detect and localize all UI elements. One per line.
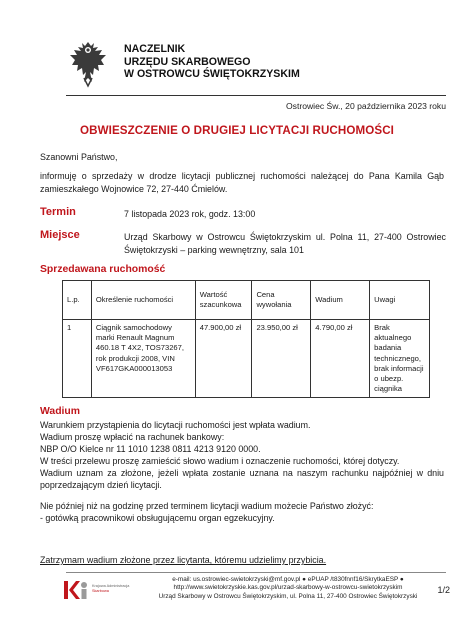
wadium-p2: Wadium proszę wpłacić na rachunek bankowy: (40, 431, 225, 442)
kas-logo (62, 578, 142, 602)
intro-paragraph: informuję o sprzedaży w drodze licytacji publicznej ruchomości należącej do Pana Kamila Gąb zamieszkałego Wojnowice 72, 27-440 Ćmielów. (40, 171, 444, 194)
header-divider (66, 95, 446, 96)
cell-remarks: Brak aktualnego badania technicznego, brak informacji o ubezp. ciągnika (370, 320, 430, 398)
polish-eagle-emblem-icon (66, 38, 110, 88)
footer-contact (148, 576, 428, 601)
issuer-line-2: URZĘDU SKARBOWEGO (124, 55, 251, 68)
wadium-section (40, 420, 444, 525)
footer-email-line[interactable]: e-mail: us.ostrowiec-swietokrzyski@mf.gov.pl ● ePUAP /t830fnnf16/SkrytkaESP ● (172, 576, 404, 583)
wadium-account: NBP O/O Kielce nr 11 1010 1238 0811 4213 9120 0000. (40, 443, 261, 454)
wadium-p4: W treści przelewu proszę zamieścić słowo wadium i oznaczenie ruchomości, której dotyczy. (40, 455, 400, 466)
kas-logo-text (92, 584, 129, 593)
document-header (66, 38, 446, 88)
page-number: 1/2 (437, 585, 450, 595)
col-header-starting-price: Cena wywołania (252, 281, 311, 320)
cell-lp: 1 (63, 320, 92, 398)
kas-logo-line-2: Skarbowa (92, 588, 109, 593)
cell-starting-price: 23.950,00 zł (252, 320, 311, 398)
table-row (63, 320, 430, 398)
closing-line: Zatrzymam wadium złożone przez licytanta, któremu udzielimy przybicia. (40, 555, 327, 565)
col-header-remarks: Uwagi (370, 281, 430, 320)
issuer-line-1: NACZELNIK (124, 43, 186, 55)
wadium-p6: Nie później niż na godzinę przed terminem licytacji wadium możecie Państwo złożyć: (40, 501, 374, 512)
wadium-p5: Wadium uznam za złożone, jeżeli wpłata zostanie uznana na naszym rachunku najpóźniej w dniu poprzedzającym dzień licytacji. (40, 467, 444, 490)
cell-deposit: 4.790,00 zł (311, 320, 370, 398)
table-header-row (63, 281, 430, 320)
issuer-line-3: W OSTROWCU ŚWIĘTOKRZYSKIM (124, 68, 300, 81)
footer-address-line: Urząd Skarbowy w Ostrowcu Świętokrzyskim, ul. Polna 11, 27-400 Ostrowiec Świętokrzyski (158, 592, 418, 600)
issuer-name (124, 43, 300, 81)
col-header-description: Określenie ruchomości (91, 281, 195, 320)
greeting: Szanowni Państwo, (40, 152, 118, 162)
cell-value: 47.900,00 zł (195, 320, 252, 398)
kas-logo-line-1: Krajowa Administracja (92, 584, 130, 588)
miejsce-label: Miejsce (40, 229, 80, 241)
col-header-deposit: Wadium (311, 281, 370, 320)
wadium-title: Wadium (40, 406, 81, 417)
termin-value: 7 listopada 2023 rok, godz. 13:00 (124, 209, 256, 219)
place-date: Ostrowiec Św., 20 października 2023 roku (285, 101, 446, 111)
sold-section-title: Sprzedawana ruchomość (40, 264, 166, 275)
termin-label: Termin (40, 206, 76, 218)
footer-divider (66, 572, 446, 573)
document-title: OBWIESZCZENIE O DRUGIEJ LICYTACJI RUCHOMOŚCI (79, 124, 394, 137)
wadium-p1: Warunkiem przystąpienia do licytacji ruchomości jest wpłata wadium. (40, 420, 311, 430)
items-table (62, 280, 430, 398)
footer-url-line[interactable]: http://www.swietokrzyskie.kas.gov.pl/urzad-skarbowy-w-ostrowcu-swietokrzyskim (173, 584, 403, 592)
col-header-value: Wartość szacunkowa (195, 281, 252, 320)
kas-logo-icon (62, 578, 90, 602)
miejsce-value: Urząd Skarbowy w Ostrowcu Świętokrzyskim ul. Polna 11, 27-400 Ostrowiec Świętokrzyski – parking wewnętrzny, sala 101 (124, 232, 446, 255)
wadium-p7: - gotówką pracownikowi obsługującemu organ egzekucyjny. (40, 513, 275, 524)
cell-description: Ciągnik samochodowy marki Renault Magnum 460.18 T 4X2, TOS73267, rok produkcji 2008, VIN VF617GKA000013053 (91, 320, 195, 398)
col-header-lp: L.p. (63, 281, 92, 320)
